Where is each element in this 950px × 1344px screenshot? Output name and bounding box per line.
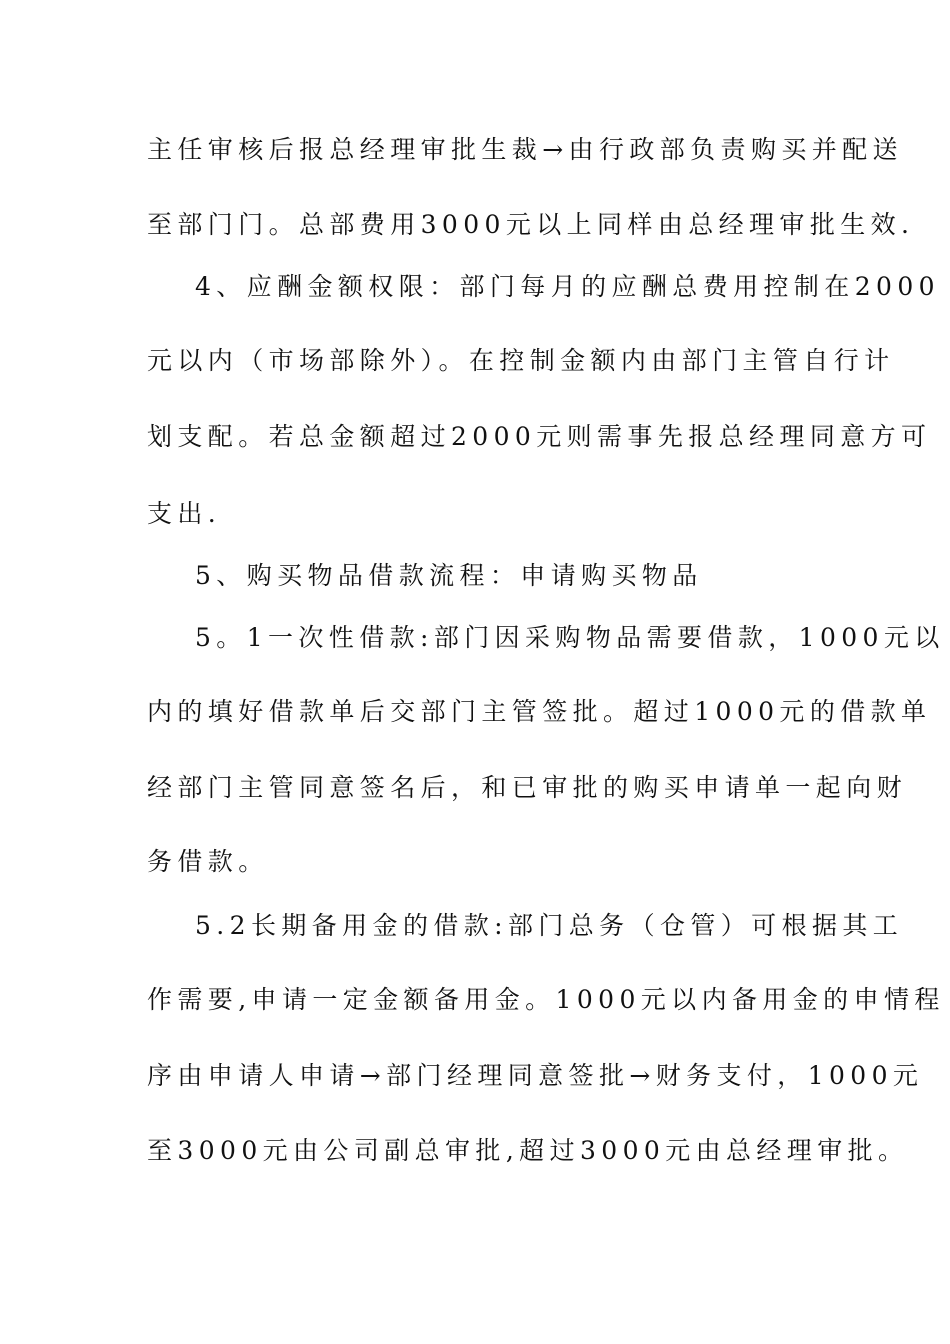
text-line: 作需要,申请一定金额备用金。1000元以内备用金的申情程 xyxy=(147,985,945,1014)
text-line: 主任审核后报总经理审批生裁→由行政部负责购买并配送 xyxy=(147,135,903,164)
section-heading: 5、购买物品借款流程：申请购买物品 xyxy=(195,561,703,590)
text-line: 支出. xyxy=(147,499,222,528)
text-line: 内的填好借款单后交部门主管签批。超过1000元的借款单 xyxy=(147,697,932,726)
text-line: 经部门主管同意签名后，和已审批的购买申请单一起向财 xyxy=(147,773,908,802)
text-line: 划支配。若总金额超过2000元则需事先报总经理同意方可 xyxy=(147,422,932,451)
text-line: 至3000元由公司副总审批,超过3000元由总经理审批。 xyxy=(147,1136,909,1165)
paragraph-first-line: 4、应酬金额权限：部门每月的应酬总费用控制在2000 xyxy=(195,272,940,301)
text-line: 序由申请人申请→部门经理同意签批→财务支付，1000元 xyxy=(147,1061,924,1090)
paragraph-first-line: 5.2长期备用金的借款:部门总务（仓管）可根据其工 xyxy=(195,911,904,940)
text-line: 元以内（市场部除外）。在控制金额内由部门主管自行计 xyxy=(147,346,895,375)
paragraph-first-line: 5。1一次性借款:部门因采购物品需要借款，1000元以 xyxy=(195,623,945,652)
text-line: 务借款。 xyxy=(147,847,269,876)
text-line: 至部门门。总部费用3000元以上同样由总经理审批生效. xyxy=(147,210,915,239)
